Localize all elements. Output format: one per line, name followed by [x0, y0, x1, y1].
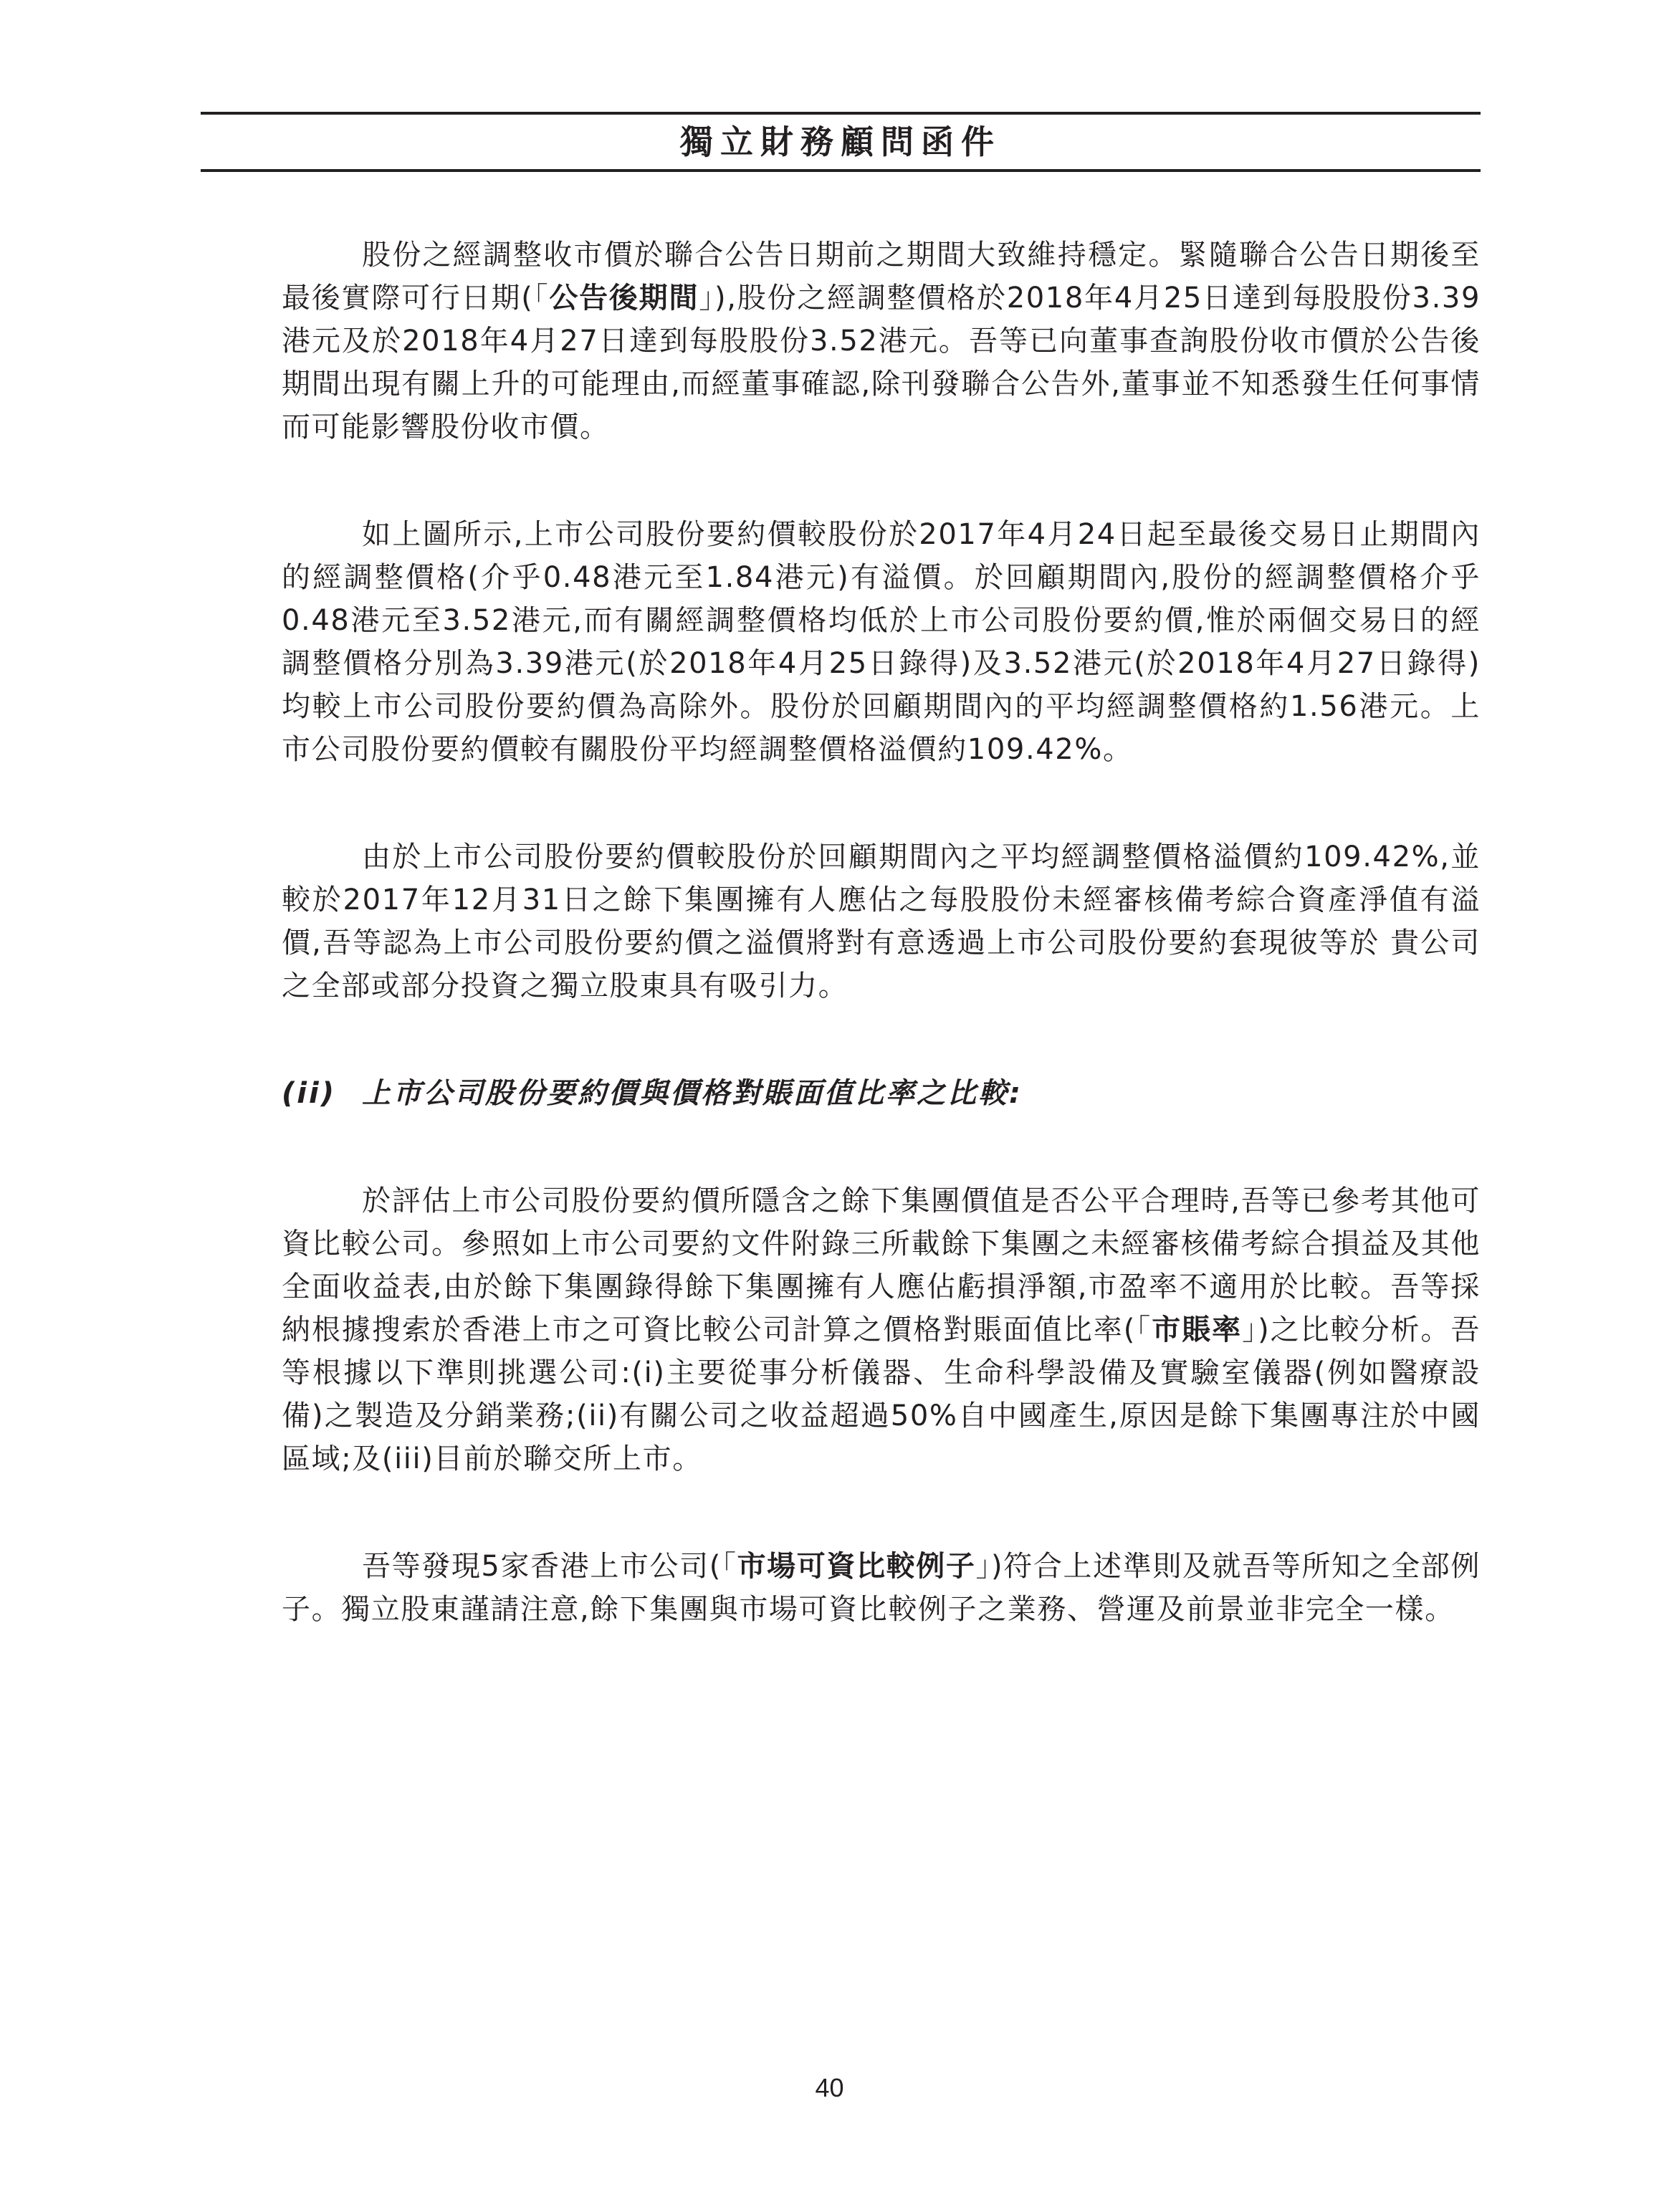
header-top-rule: [201, 112, 1481, 115]
page-number: 40: [815, 2073, 844, 2102]
header-bottom-rule: [201, 169, 1481, 172]
page-header-title: 獨立財務顧問函件: [680, 123, 1001, 161]
section-heading: [282, 1072, 1481, 1115]
paragraph-premium-conclusion: 由於上市公司股份要約價較股份於回顧期間內之平均經調整價格溢價約109.42%,並較於2017年12月31日之餘下集團擁有人應佔之每股股份未經審核備考綜合資產淨值有溢價,吾等認為上市公司股份要約價之溢價將對有意透過上市公司股份要約套現彼等於 貴公司之全部或部分投資之獨立股東具有吸引力。: [282, 841, 1481, 1002]
paragraph-text: 」)符合上述準則及就吾等所知之全部例子。獨立股東謹請注意,餘下集團與市場可資比較例子之業務、營運及前景並非完全一樣。: [282, 1550, 1481, 1626]
letter-body: [282, 234, 1481, 1631]
paragraph-text: 」)之比較分析。吾等根據以下準則挑選公司:(i)主要從事分析儀器、生命科學設備及實驗室儀器(例如醫療設備)之製造及分銷業務;(ii)有關公司之收益超過50%自中國產生,原因是餘下集團專注於中國區域;及(iii)目前於聯交所上市。: [282, 1313, 1481, 1475]
paragraph-text: 吾等發現5家香港上市公司(「: [362, 1550, 737, 1583]
paragraph-price-stability: [282, 234, 1481, 449]
paragraph-text: 」),股份之經調整價格於2018年4月25日達到每股股份3.39港元及於2018年4月27日達到每股股份3.52港元。吾等已向董事查詢股份收市價於公告後期間出現有關上升的可能理由,而經董事確認,除刊發聯合公告外,董事並不知悉發生任何事情而可能影響股份收市價。: [282, 282, 1481, 444]
paragraph-premium-analysis: 如上圖所示,上市公司股份要約價較股份於2017年4月24日起至最後交易日止期間內的經調整價格(介乎0.48港元至1.84港元)有溢價。於回顧期間內,股份的經調整價格介乎0.48港元至3.52港元,而有關經調整價格均低於上市公司股份要約價,惟於兩個交易日的經調整價格分別為3.39港元(於2018年4月25日錄得)及3.52港元(於2018年4月27日錄得)均較上市公司股份要約價為高除外。股份於回顧期間內的平均經調整價格約1.56港元。上市公司股份要約價較有關股份平均經調整價格溢價約109.42%。: [282, 518, 1481, 766]
defined-term: 市場可資比較例子: [737, 1550, 976, 1583]
defined-term: 公告後期間: [549, 282, 699, 315]
section-title: 上市公司股份要約價與價格對賬面值比率之比較:: [362, 1077, 1023, 1110]
defined-term: 市賬率: [1152, 1313, 1243, 1346]
section-number: (ii): [282, 1077, 336, 1110]
paragraph-comparable-criteria: [282, 1179, 1481, 1480]
paragraph-market-comparables: [282, 1545, 1481, 1631]
paragraph-text: 於評估上市公司股份要約價所隱含之餘下集團價值是否公平合理時,吾等已參考其他可資比較公司。參照如上市公司要約文件附錄三所載餘下集團之未經審核備考綜合損益及其他全面收益表,由於餘下集團錄得餘下集團擁有人應佔虧損淨額,市盈率不適用於比較。吾等採納根據搜索於香港上市之可資比較公司計算之價格對賬面值比率(「: [282, 1184, 1481, 1346]
paragraph-text: 股份之經調整收市價於聯合公告日期前之期間大致維持穩定。緊隨聯合公告日期後至最後實際可行日期(「: [282, 239, 1481, 315]
